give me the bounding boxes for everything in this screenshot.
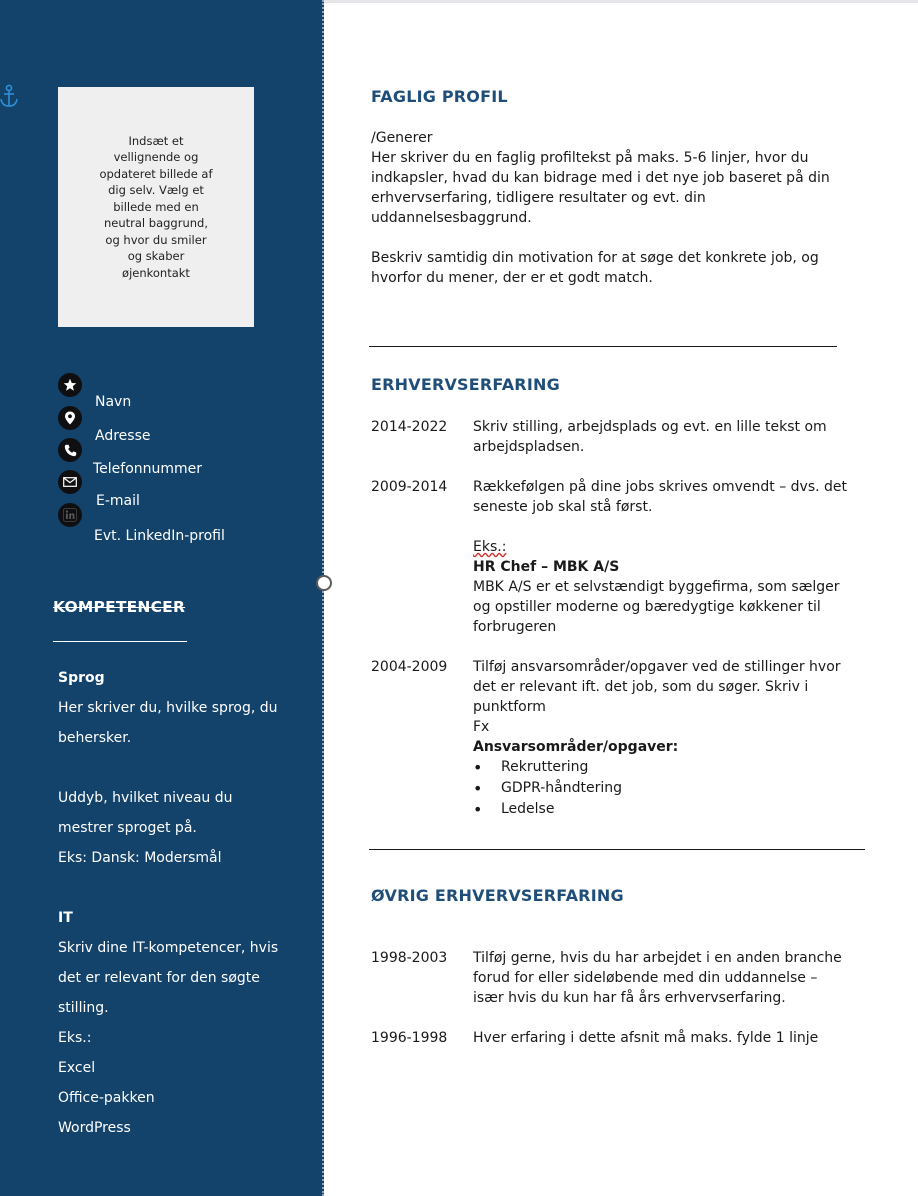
star-icon [58, 373, 82, 397]
contact-email[interactable]: E-mail [96, 493, 140, 509]
experience-entry[interactable] [473, 657, 848, 820]
blank-line [371, 228, 831, 248]
experience-description[interactable]: Skriv stilling, arbejdsplads og evt. en lille tekst om arbejdspladsen. [473, 419, 827, 455]
anchor-icon [0, 84, 20, 110]
experience-years: 2009-2014 [371, 479, 448, 495]
experience-description: Tilføj ansvarsområder/opgaver ved de stillinger hvor det er relevant ift. det job, som du søger. Skriv i punktform [473, 659, 841, 715]
experience-description[interactable]: Tilføj gerne, hvis du har arbejdet i en anden branche forud for eller sideløbende med din uddannelse – især hvis du kun har få års erhvervserfaring. [473, 950, 842, 1006]
phone-icon [58, 438, 82, 462]
fx-label: Fx [473, 719, 490, 735]
experience-years: 1998-2003 [371, 950, 448, 966]
page-top-edge [324, 0, 918, 3]
it-example-label: Eks.: [58, 1030, 92, 1046]
profile-paragraph-2: Beskriv samtidig din motivation for at søge det konkrete job, og hvorfor du mener, der er et godt match. [371, 250, 819, 286]
experience-description[interactable]: Hver erfaring i dette afsnit må maks. fylde 1 linje [473, 1030, 819, 1046]
contact-phone[interactable]: Telefonnummer [93, 461, 203, 477]
it-heading: IT [58, 910, 73, 926]
it-text-line: det er relevant for den søgte [58, 970, 260, 986]
language-level-line: mestrer sproget på. [58, 820, 197, 836]
contact-name[interactable]: Navn [95, 394, 132, 410]
profile-paragraph-1: Her skriver du en faglig profiltekst på maks. 5-6 linjer, hvor du indkapsler, hvad du kan bidrage med i det nye job baseret på din erhvervserfaring, tidligere resultater og evt. din uddannelsesbaggrund. [371, 150, 830, 226]
envelope-icon [58, 470, 82, 494]
linkedin-icon [58, 503, 82, 527]
language-text-line: behersker. [58, 730, 132, 746]
experience-entry[interactable] [473, 477, 848, 637]
profile-text[interactable] [371, 128, 831, 288]
example-label: Eks.: [473, 539, 507, 555]
blank-line [58, 753, 298, 783]
generate-tag: /Generer [371, 130, 433, 146]
it-skill: Office-pakken [58, 1090, 155, 1106]
resize-handle[interactable] [316, 575, 332, 591]
section-divider [369, 346, 837, 347]
it-skill: WordPress [58, 1120, 131, 1136]
section-divider [369, 849, 865, 850]
blank-line [473, 517, 848, 537]
language-heading: Sprog [58, 670, 105, 686]
sidebar [0, 0, 324, 1196]
it-skill: Excel [58, 1060, 96, 1076]
language-level-line: Uddyb, hvilket niveau du [58, 790, 233, 806]
location-pin-icon [58, 406, 82, 430]
job-title: HR Chef – MBK A/S [473, 559, 620, 575]
photo-placeholder-text: Indsæt et vellignende og opdateret billede af dig selv. Vælg et billede med en neutral baggrund, og hvor du smiler og skaber øjenkontakt [99, 133, 213, 280]
it-text-line: stilling. [58, 1000, 109, 1016]
experience-description: Rækkefølgen på dine jobs skrives omvendt – dvs. det seneste job skal stå først. [473, 479, 848, 515]
list-item: • Rekruttering [473, 757, 848, 778]
contact-address[interactable]: Adresse [95, 428, 151, 444]
job-description: MBK A/S er et selvstændigt byggefirma, som sælger og opstiller moderne og bæredygtige køkkener til forbrugeren [473, 579, 840, 635]
experience-years: 1996-1998 [371, 1030, 448, 1046]
language-example: Eks: Dansk: Modersmål [58, 850, 222, 866]
photo-placeholder[interactable] [58, 87, 254, 327]
experience-years: 2004-2009 [371, 659, 448, 675]
it-text-line: Skriv dine IT-kompetencer, hvis [58, 940, 279, 956]
competences-heading[interactable]: KOMPETENCER [53, 598, 186, 616]
list-item: • GDPR-håndtering [473, 778, 848, 799]
list-item: • Ledelse [473, 799, 848, 820]
responsibilities-heading: Ansvarsområder/opgaver: [473, 739, 679, 755]
competences-underline [53, 641, 187, 642]
contact-linkedin[interactable]: Evt. LinkedIn-profil [94, 528, 225, 544]
other-experience-heading[interactable]: ØVRIG ERHVERVSERFARING [371, 886, 624, 905]
profile-heading[interactable]: FAGLIG PROFIL [371, 87, 508, 106]
responsibilities-list [473, 757, 848, 820]
experience-years: 2014-2022 [371, 419, 448, 435]
language-text-line: Her skriver du, hvilke sprog, du [58, 700, 278, 716]
experience-heading[interactable]: ERHVERVSERFARING [371, 375, 560, 394]
blank-line [58, 873, 298, 903]
competences-body[interactable] [58, 663, 298, 1143]
